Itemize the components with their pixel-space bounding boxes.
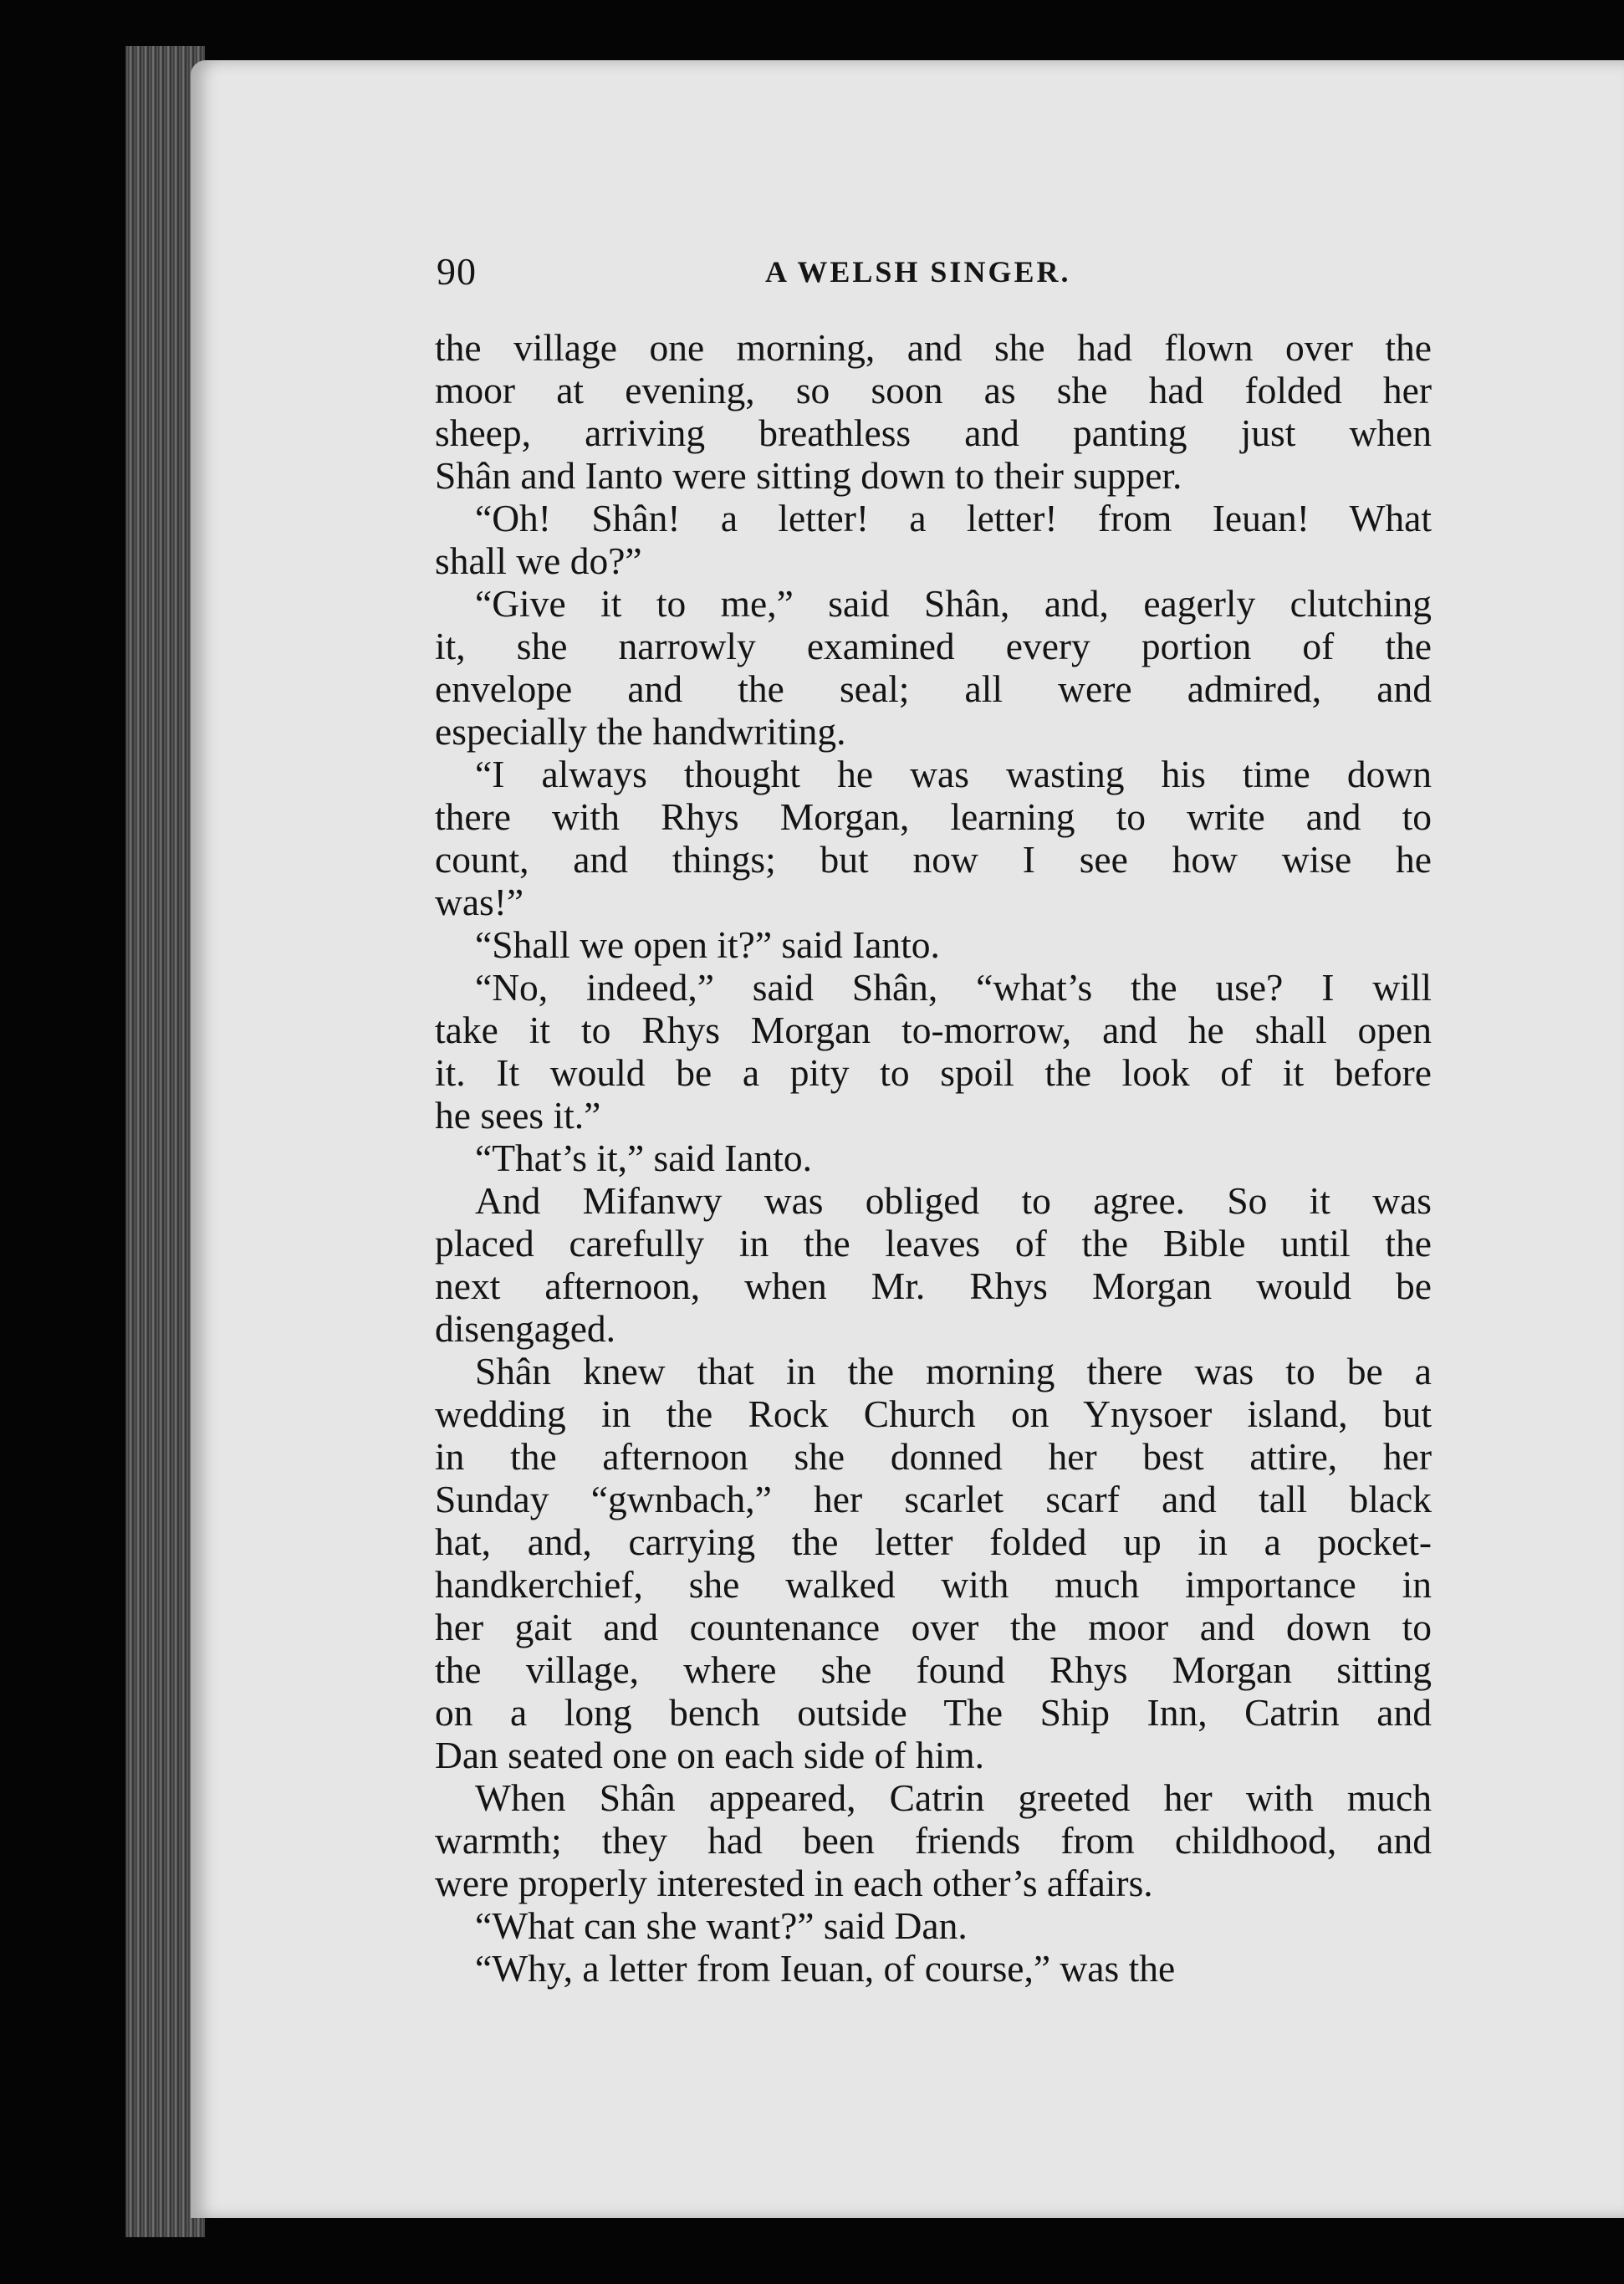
paragraph [435,1179,1432,1350]
text-line: it, she narrowly examined every portion of the [435,625,1432,667]
text-line: were properly interested in each other’s affairs. [435,1862,1153,1904]
body-text [435,326,1432,1990]
page-number: 90 [437,250,477,293]
text-line: was!” [435,881,524,923]
text-line: “Shall we open it?” said Ianto. [475,923,940,966]
text-line: sheep, arriving breathless and panting just when [435,411,1432,454]
text-line: it. It would be a pity to spoil the look of it before [435,1051,1432,1094]
text-line: warmth; they had been friends from childhood, and [435,1819,1432,1862]
text-line: the village, where she found Rhys Morgan sitting [435,1648,1432,1691]
text-line: “Give it to me,” said Shân, and, eagerly clutching [475,582,1432,625]
text-line: there with Rhys Morgan, learning to write and to [435,795,1432,838]
text-line: Dan seated one on each side of him. [435,1734,984,1776]
paragraph [435,753,1432,923]
text-line: Shân and Ianto were sitting down to their supper. [435,454,1182,497]
text-line: take it to Rhys Morgan to-morrow, and he shall open [435,1009,1432,1051]
text-line: envelope and the seal; all were admired, and [435,667,1432,710]
text-line: the village one morning, and she had flown over the [435,326,1432,369]
text-line: Shân knew that in the morning there was to be a [475,1350,1432,1392]
text-line: hat, and, carrying the letter folded up in a pocket- [435,1520,1432,1563]
text-line: wedding in the Rock Church on Ynysoer island, but [435,1392,1432,1435]
text-line: handkerchief, she walked with much importance in [435,1563,1432,1606]
text-line: “I always thought he was wasting his time down [475,753,1432,795]
paragraph [435,966,1432,1137]
text-line: placed carefully in the leaves of the Bible until the [435,1222,1432,1265]
paragraph [435,1350,1432,1776]
paragraph [435,1947,1432,1990]
text-line: shall we do?” [435,539,642,582]
paragraph [435,326,1432,497]
paragraph [435,497,1432,582]
text-line: in the afternoon she donned her best attire, her [435,1435,1432,1478]
paragraph [435,1137,1432,1179]
text-line: count, and things; but now I see how wise he [435,838,1432,881]
text-line: Sunday “gwnbach,” her scarlet scarf and tall black [435,1478,1432,1520]
text-line: “That’s it,” said Ianto. [475,1137,813,1179]
text-line: “Why, a letter from Ieuan, of course,” was the [475,1947,1176,1990]
text-line: on a long bench outside The Ship Inn, Catrin and [435,1691,1432,1734]
text-line: especially the handwriting. [435,710,846,753]
text-line: moor at evening, so soon as she had folded her [435,369,1432,411]
text-line: he sees it.” [435,1094,601,1137]
page-header [437,249,1430,299]
text-line: And Mifanwy was obliged to agree. So it was [475,1179,1432,1222]
text-line: disengaged. [435,1307,616,1350]
text-line: “No, indeed,” said Shân, “what’s the use? I will [475,966,1432,1009]
text-line: her gait and countenance over the moor and down to [435,1606,1432,1648]
text-line: “What can she want?” said Dan. [475,1904,968,1947]
paragraph [435,582,1432,753]
paragraph [435,923,1432,966]
paragraph [435,1904,1432,1947]
text-line: next afternoon, when Mr. Rhys Morgan would be [435,1265,1432,1307]
text-line: When Shân appeared, Catrin greeted her with much [475,1776,1432,1819]
text-line: “Oh! Shân! a letter! a letter! from Ieuan! What [475,497,1432,539]
running-title: A WELSH SINGER. [765,255,1071,289]
paragraph [435,1776,1432,1904]
